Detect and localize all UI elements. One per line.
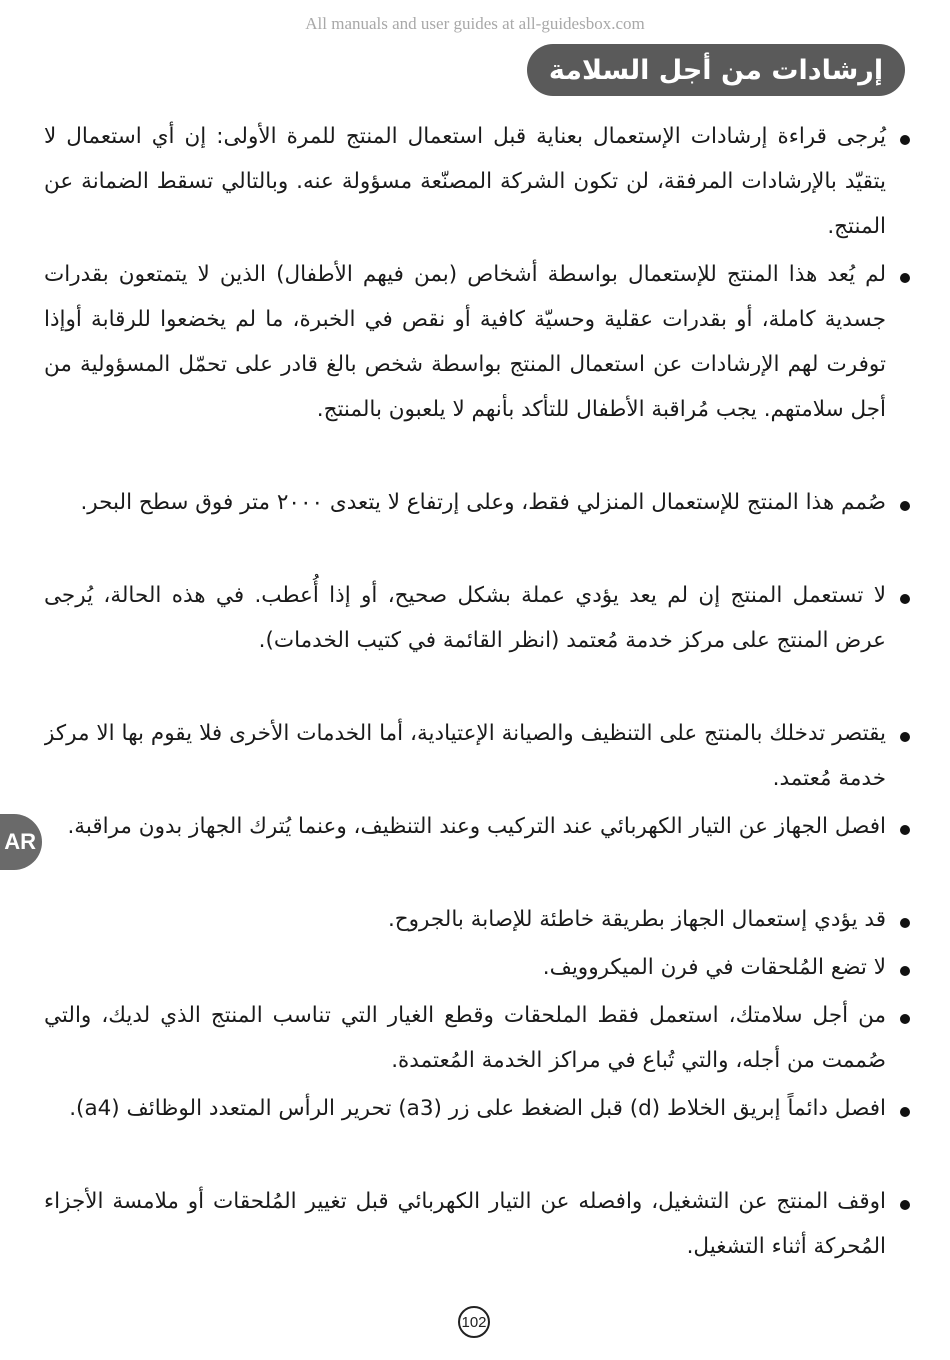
language-tab-label: AR bbox=[4, 829, 36, 854]
list-item-text: لم يُعد هذا المنتج للإستعمال بواسطة أشخاص (بمن فيهم الأطفال) الذين لا يتمتعون بقدرات جسدية كاملة، أو بقدرات عقلية وحسيّة كافية أو نقص في الخبرة، ما لم يخضعوا للرقابة أوإذا توفرت لهم الإرشادات عن استعمال المنتج بواسطة شخص بالغ قادر على تحمّل المسؤولية من أجل سلامتهم. يجب مُراقبة الأطفال للتأكد بأنهم لا يلعبون بالمنتج. bbox=[44, 262, 886, 422]
bullet-icon bbox=[900, 918, 910, 928]
list-item bbox=[44, 1179, 910, 1269]
language-tab bbox=[0, 814, 42, 870]
bullet-icon bbox=[900, 1014, 910, 1024]
list-item-text: افصل الجهاز عن التيار الكهربائي عند التركيب وعند التنظيف، وعنما يُترك الجهاز بدون مراقبة. bbox=[67, 814, 886, 839]
list-item-text: يُرجى قراءة إرشادات الإستعمال بعناية قبل استعمال المنتج للمرة الأولى: إن أي استعمال لا يتقيّد بالإرشادات المرفقة، لن تكون الشركة المصنّعة مسؤولة عنه. وبالتالي تسقط الضمانة عن المنتج. bbox=[44, 124, 886, 239]
list-item-text: من أجل سلامتك، استعمل فقط الملحقات وقطع الغيار التي تناسب المنتج الذي لديك، والتي صُممت من أجله، والتي تُباع في مراكز الخدمة المُعتمدة. bbox=[44, 1003, 886, 1073]
list-item-text: افصل دائماً إبريق الخلاط (d) قبل الضغط على زر (a3) تحرير الرأس المتعدد الوظائف (a4). bbox=[69, 1096, 886, 1121]
bullet-icon bbox=[900, 501, 910, 511]
list-item-text: صُمم هذا المنتج للإستعمال المنزلي فقط، وعلى إرتفاع لا يتعدى ٢٠٠٠ متر فوق سطح البحر. bbox=[80, 490, 886, 515]
list-item bbox=[44, 711, 910, 801]
bullet-icon bbox=[900, 273, 910, 283]
list-item bbox=[44, 804, 910, 894]
list-item bbox=[44, 114, 910, 249]
section-title-pill bbox=[527, 44, 905, 96]
list-item bbox=[44, 573, 910, 708]
list-item-text: لا تستعمل المنتج إن لم يعد يؤدي عملة بشكل صحيح، أو إذا أُعطب. في هذه الحالة، يُرجى عرض المنتج على مركز خدمة مُعتمد (انظر القائمة في كتيب الخدمات). bbox=[44, 583, 886, 653]
list-item bbox=[44, 480, 910, 570]
page-number: 102 bbox=[458, 1306, 490, 1338]
list-item bbox=[44, 1086, 910, 1176]
list-item-text: قد يؤدي إستعمال الجهاز بطريقة خاطئة للإصابة بالجروح. bbox=[387, 907, 886, 932]
safety-instructions-list bbox=[44, 114, 910, 1272]
list-item bbox=[44, 945, 910, 990]
watermark: All manuals and user guides at all-guidesbox.com bbox=[305, 14, 645, 33]
bullet-icon bbox=[900, 966, 910, 976]
list-item bbox=[44, 252, 910, 477]
list-item-text: اوقف المنتج عن التشغيل، وافصله عن التيار الكهربائي قبل تغيير المُلحقات أو ملامسة الأجزاء المُحركة أثناء التشغيل. bbox=[44, 1189, 886, 1259]
list-item-text: يقتصر تدخلك بالمنتج على التنظيف والصيانة الإعتيادية، أما الخدمات الأخرى فلا يقوم بها الا مركز خدمة مُعتمد. bbox=[44, 721, 886, 791]
bullet-icon bbox=[900, 1200, 910, 1210]
bullet-icon bbox=[900, 1107, 910, 1117]
bullet-icon bbox=[900, 732, 910, 742]
list-item-text: لا تضع المُلحقات في فرن الميكروويف. bbox=[542, 955, 886, 980]
bullet-icon bbox=[900, 594, 910, 604]
list-item bbox=[44, 897, 910, 942]
bullet-icon bbox=[900, 135, 910, 145]
list-item bbox=[44, 993, 910, 1083]
section-title: إرشادات من أجل السلامة bbox=[548, 54, 884, 86]
bullet-icon bbox=[900, 825, 910, 835]
